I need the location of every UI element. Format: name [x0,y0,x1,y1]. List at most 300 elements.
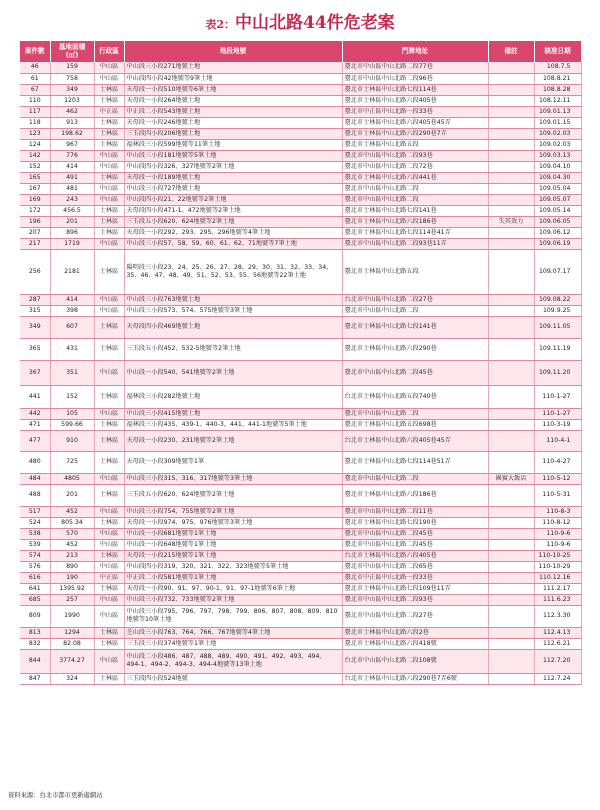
cell-date: 110-1-27 [534,408,581,419]
cell-address: 台北市士林區中山北路六段405巷 [342,550,488,561]
cell-area: 599.66 [50,419,94,430]
cell-no: 847 [20,673,50,684]
cell-note [488,539,534,550]
cell-no: 142 [20,150,50,161]
cell-note [488,517,534,528]
cell-parcel: 天母段一小段292、293、295、296地號等4筆土地 [124,227,342,238]
cell-note [488,139,534,150]
cell-district: 中山區 [94,649,124,673]
cell-no: 538 [20,528,50,539]
table-row [20,161,581,172]
cell-area: 890 [50,561,94,572]
table-row [20,539,581,550]
cell-address: 臺北市中山區中山北路二段 [342,473,488,484]
cell-district: 中山區 [94,194,124,205]
cell-district: 士林區 [94,638,124,649]
cell-no: 117 [20,106,50,117]
cell-address: 臺北市士林區中山北路七段141巷 [342,205,488,216]
cell-district: 士林區 [94,205,124,216]
cell-district: 中山區 [94,605,124,627]
cell-district: 士林區 [94,583,124,594]
cell-no: 488 [20,484,50,506]
cell-note [488,594,534,605]
table-row [20,561,581,572]
cell-note [488,305,534,316]
cell-address: 臺北市士林區中山北路六段290巷7弄 [342,128,488,139]
cell-parcel: 天母段一小段974、975、976地號等3筆土地 [124,517,342,528]
cell-note [488,583,534,594]
cell-note [488,238,534,249]
cell-note [488,408,534,419]
cell-date: 109.04.10 [534,161,581,172]
cell-parcel: 芝山段三小段763、764、766、767地號等4筆土地 [124,627,342,638]
cell-address: 臺北市士林區中山北路六段441巷 [342,172,488,183]
cell-area: 3774.27 [50,649,94,673]
cell-address: 臺北市士林區中山北路六段186巷 [342,484,488,506]
cell-address: 台北市士林區中山北路五段740巷 [342,385,488,408]
cell-no: 315 [20,305,50,316]
cell-address: 臺北市中山區中山北路二段 [342,305,488,316]
cell-address: 台北市中山區中山北路二段27巷 [342,294,488,305]
cell-district: 士林區 [94,117,124,128]
cell-area: 967 [50,139,94,150]
cell-parcel: 天母段一小段246地號土地 [124,117,342,128]
cell-date: 109.06.05 [534,216,581,227]
cell-parcel: 中山段一小段648地號等1筆土地 [124,539,342,550]
cell-address: 臺北市中山區中山北路二段93巷 [342,150,488,161]
table-row [20,360,581,385]
cell-date: 108.8.21 [534,73,581,84]
cell-date: 112.7.24 [534,673,581,684]
cell-area: 481 [50,183,94,194]
header-site-area: 基地面積 (㎡) [50,41,94,62]
table-title [0,10,600,38]
cell-address: 台北市士林區中山北路六段405巷45弄 [342,430,488,451]
cell-parcel: 天母段一小段264地號土地 [124,95,342,106]
cell-date: 108.12.11 [534,95,581,106]
table-row [20,451,581,473]
cell-district: 士林區 [94,249,124,294]
cell-district: 中山區 [94,161,124,172]
cell-area: 82.08 [50,638,94,649]
cell-area: 398 [50,305,94,316]
header-district: 行政區 [94,41,124,62]
table-row [20,638,581,649]
cell-no: 167 [20,183,50,194]
table-row [20,227,581,238]
cell-address: 台北市士林區中山北路六段290巷7弄6號 [342,673,488,684]
cell-address: 臺北市士林區中山北路七段114巷51弄 [342,451,488,473]
cell-parcel: 陽明段三小段23、24、25、26、27、28、29、30、31、32、33、34、35、46、47、48、49、51、52、53、55、56地號等22筆土地 [124,249,342,294]
table-row [20,484,581,506]
cell-district: 中山區 [94,408,124,419]
cell-no: 349 [20,316,50,338]
cell-note [488,227,534,238]
table-row [20,183,581,194]
cell-area: 491 [50,172,94,183]
cell-date: 109.02.03 [534,128,581,139]
table-row [20,627,581,638]
cell-no: 809 [20,605,50,627]
cell-note [488,62,534,73]
cell-date: 109.11.19 [534,338,581,360]
cell-no: 196 [20,216,50,227]
cell-note [488,627,534,638]
cell-area: 257 [50,594,94,605]
table-row [20,294,581,305]
cell-district: 士林區 [94,430,124,451]
cell-area: 349 [50,84,94,95]
cell-parcel: 天母段一小段309地號等1筆 [124,451,342,473]
cell-date: 110-8-3 [534,506,581,517]
cell-address: 臺北市中山區中山北路二段45巷 [342,528,488,539]
cell-no: 118 [20,117,50,128]
cell-area: 452 [50,539,94,550]
cell-no: 287 [20,294,50,305]
cell-area: 456.5 [50,205,94,216]
cell-date: 108.7.5 [534,62,581,73]
cell-parcel: 三玉段四小段524地號 [124,673,342,684]
cell-parcel: 中山段三小段573、574、575地號等3筆土地 [124,305,342,316]
cell-address: 臺北市士林區中山北路六段405巷 [342,95,488,106]
cell-no: 124 [20,139,50,150]
table-row [20,238,581,249]
cell-address: 臺北市士林區中山北路五段 [342,139,488,150]
cell-area: 198.62 [50,128,94,139]
cell-note: 失其效力 [488,216,534,227]
cell-address: 臺北市士林區中山北路六段418號 [342,638,488,649]
cell-no: 441 [20,385,50,408]
cell-note [488,117,534,128]
cell-address: 臺北市中山區中山北路二段 [342,408,488,419]
cell-note [488,150,534,161]
cell-district: 中正區 [94,572,124,583]
table-row [20,150,581,161]
cell-parcel: 三玉段五小段620、624地號等2筆土地 [124,216,342,227]
cell-no: 517 [20,506,50,517]
cell-note [488,205,534,216]
cell-area: 607 [50,316,94,338]
table-row [20,419,581,430]
cell-address: 臺北市中山區中山北路二段11巷 [342,506,488,517]
cell-district: 士林區 [94,451,124,473]
cell-date: 109.11.05 [534,316,581,338]
cell-note [488,172,534,183]
title-prefix: 表2： [205,18,235,31]
cell-address: 臺北市士林區中山北路七段114巷 [342,84,488,95]
cell-note [488,572,534,583]
cell-district: 中山區 [94,73,124,84]
cell-district: 士林區 [94,172,124,183]
cell-date: 109.03.13 [534,150,581,161]
cell-district: 士林區 [94,627,124,638]
cell-note [488,316,534,338]
cell-date: 110-9-6 [534,528,581,539]
cell-note [488,128,534,139]
cell-area: 324 [50,673,94,684]
header-approval-date: 核准日期 [534,41,581,62]
cell-parcel: 天母段一小段510地號等6筆土地 [124,84,342,95]
cell-address: 臺北市士林區中山北路六段405巷45弄 [342,117,488,128]
cell-district: 中正區 [94,106,124,117]
cell-parcel: 中山段一小段681地號等1筆土地 [124,528,342,539]
table-row [20,673,581,684]
cell-district: 中山區 [94,294,124,305]
cell-address: 臺北市士林區中山北路七段141巷 [342,316,488,338]
cell-no: 576 [20,561,50,572]
cell-date: 109.9.25 [534,305,581,316]
cell-date: 109.07.17 [534,249,581,294]
cell-address: 臺北市士林區中山北路六段186巷 [342,216,488,227]
cell-district: 中山區 [94,473,124,484]
cell-district: 士林區 [94,484,124,506]
cell-date: 112.4.13 [534,627,581,638]
cell-address: 臺北市士林區中山北路七段114巷41弄 [342,227,488,238]
cell-parcel: 中山段四小段21、22地號等2筆土地 [124,194,342,205]
cell-area: 1294 [50,627,94,638]
cell-note [488,550,534,561]
cell-no: 61 [20,73,50,84]
cell-parcel: 中山段三小段271地號土地 [124,62,342,73]
cell-date: 112.7.20 [534,649,581,673]
cell-no: 641 [20,583,50,594]
table-row [20,216,581,227]
cell-parcel: 三玉段四小段206地號土地 [124,128,342,139]
cell-area: 201 [50,216,94,227]
cell-district: 士林區 [94,517,124,528]
header-parcel: 地段地號 [124,41,342,62]
cell-date: 110-10-25 [534,550,581,561]
cell-parcel: 天母段一小段230、231地號等2筆土地 [124,430,342,451]
table-row [20,84,581,95]
cell-area: 1719 [50,238,94,249]
cell-area: 896 [50,227,94,238]
cell-area: 243 [50,194,94,205]
cell-area: 105 [50,408,94,419]
cell-note [488,84,534,95]
cell-district: 士林區 [94,385,124,408]
cell-date: 109.01.15 [534,117,581,128]
cell-no: 207 [20,227,50,238]
cell-parcel: 中山段三小段795、796、797、798、799、806、807、808、809、810地號等10筆土地 [124,605,342,627]
cell-area: 2181 [50,249,94,294]
cell-address: 臺北市中山區中山北路二段77巷 [342,62,488,73]
cell-parcel: 三玉段三小段374地號等1筆土地 [124,638,342,649]
cell-note [488,638,534,649]
cell-no: 110 [20,95,50,106]
cell-note [488,430,534,451]
cell-date: 110-5-31 [534,484,581,506]
cell-district: 士林區 [94,338,124,360]
cell-district: 中山區 [94,62,124,73]
cell-area: 1203 [50,95,94,106]
cell-note [488,73,534,84]
cell-date: 109.08.22 [534,294,581,305]
table-row [20,605,581,627]
cell-date: 112.3.30 [534,605,581,627]
cell-address: 臺北市中山區中山北路二段72巷 [342,161,488,172]
cell-date: 112.6.21 [534,638,581,649]
cases-table [20,41,581,685]
cell-note [488,95,534,106]
table-row [20,205,581,216]
cell-area: 910 [50,430,94,451]
cell-date: 110-8-12 [534,517,581,528]
cell-district: 中山區 [94,506,124,517]
cell-note [488,183,534,194]
cell-parcel: 中山段三小段415地號土地 [124,408,342,419]
cell-note [488,605,534,627]
cell-parcel: 福林段三小段282地號土地 [124,385,342,408]
cell-address: 臺北市士林區中山北路五段 [342,249,488,294]
cell-no: 365 [20,338,50,360]
cell-district: 士林區 [94,216,124,227]
cell-district: 士林區 [94,419,124,430]
table-row [20,430,581,451]
cell-date: 110-9-6 [534,539,581,550]
cell-area: 414 [50,161,94,172]
cell-parcel: 中山段三小段57、58、59、60、61、62、71地號等7筆土地 [124,238,342,249]
cell-area: 159 [50,62,94,73]
cell-no: 524 [20,517,50,528]
cell-note [488,673,534,684]
cell-note [488,561,534,572]
cell-no: 367 [20,360,50,385]
cell-parcel: 中山段四小段326、327地號等2筆土地 [124,161,342,172]
cell-address: 臺北市士林區中山北路七段109巷11弄 [342,583,488,594]
table-row [20,117,581,128]
source-note: 資料來源：台北市都市更新處網站 [8,792,103,799]
table-row [20,517,581,528]
title-main: 中山北路44件危老案 [234,13,395,33]
cell-date: 110-1-27 [534,385,581,408]
cell-parcel: 中正段二小段543地號土地 [124,106,342,117]
cell-address: 臺北市中山區中山北路二段93巷 [342,594,488,605]
cell-district: 中山區 [94,305,124,316]
cell-date: 109.05.14 [534,205,581,216]
cell-parcel: 中山段四小段319、320、321、322、323地號等5筆土地 [124,561,342,572]
cell-area: 725 [50,451,94,473]
cell-date: 111.2.17 [534,583,581,594]
cell-date: 110-3-19 [534,419,581,430]
cell-area: 1990 [50,605,94,627]
cell-parcel: 福林段三小段599地號等11筆土地 [124,139,342,150]
cell-note [488,249,534,294]
cell-address: 臺北市中山區中山北路二段45巷 [342,360,488,385]
cell-note [488,528,534,539]
cell-no: 616 [20,572,50,583]
cell-parcel: 中山段一小段540、541地號等2筆土地 [124,360,342,385]
table-row [20,408,581,419]
cell-area: 351 [50,360,94,385]
cell-no: 832 [20,638,50,649]
cell-area: 758 [50,73,94,84]
cell-no: 123 [20,128,50,139]
cell-address: 臺北市士林區中山北路七段190巷 [342,517,488,528]
cell-area: 190 [50,572,94,583]
cell-area: 776 [50,150,94,161]
cell-note [488,649,534,673]
cell-area: 152 [50,385,94,408]
cell-district: 中山區 [94,594,124,605]
cell-address: 臺北市中正區中山北路一段33巷 [342,572,488,583]
table-row [20,473,581,484]
cell-district: 士林區 [94,227,124,238]
cell-district: 中山區 [94,183,124,194]
cell-address: 臺北市中山區中山北路二段 [342,194,488,205]
table-row [20,316,581,338]
cell-area: 213 [50,550,94,561]
cell-parcel: 中正段二小段581地號等1筆土地 [124,572,342,583]
table-row [20,649,581,673]
cell-district: 士林區 [94,84,124,95]
cell-district: 中山區 [94,150,124,161]
cell-parcel: 天母段一小段189地號土地 [124,172,342,183]
cell-area: 913 [50,117,94,128]
cell-no: 46 [20,62,50,73]
cell-note [488,506,534,517]
cell-address: 臺北市中山區中山北路二段96巷 [342,73,488,84]
cell-district: 士林區 [94,139,124,150]
cell-address: 臺北市中山區中山北路二段65巷 [342,561,488,572]
cell-parcel: 三玉段五小段620、624地號等2筆土地 [124,484,342,506]
table-row [20,194,581,205]
cell-date: 109.01.13 [534,106,581,117]
cell-parcel: 天母段四小段471-1、472地號等2筆土地 [124,205,342,216]
cell-district: 中山區 [94,561,124,572]
table-body [20,62,581,684]
table-row [20,572,581,583]
table-row [20,172,581,183]
cell-district: 士林區 [94,316,124,338]
cell-parcel: 中山段三小段732、733地號等2筆土地 [124,594,342,605]
cell-address: 臺北市中山區中山北路二段45巷 [342,539,488,550]
table-row [20,305,581,316]
cell-date: 109.02.03 [534,139,581,150]
cell-note [488,385,534,408]
cell-note [488,338,534,360]
cell-district: 中山區 [94,238,124,249]
cell-parcel: 中山段二小段486、487、488、489、490、491、492、493、494、494-1、494-2、494-3、494-4地號等13筆土地 [124,649,342,673]
cell-date: 110-4-1 [534,430,581,451]
cell-district: 中山區 [94,528,124,539]
header-address: 門牌地址 [342,41,488,62]
cell-district: 士林區 [94,550,124,561]
table-row [20,249,581,294]
cell-parcel: 福林段三小段435、439-1、440-3、441、441-1地號等5筆土地 [124,419,342,430]
cell-district: 中山區 [94,539,124,550]
cell-parcel: 中山段三小段181地號等5筆土地 [124,150,342,161]
cell-date: 110-10-29 [534,561,581,572]
table-row [20,95,581,106]
table-row [20,583,581,594]
table-row [20,338,581,360]
table-row [20,73,581,84]
cell-address: 臺北市士林區中山北路六段290巷 [342,338,488,360]
cell-date: 109.05.07 [534,194,581,205]
cell-no: 574 [20,550,50,561]
table-row [20,128,581,139]
table-row [20,528,581,539]
table-row [20,62,581,73]
cell-no: 471 [20,419,50,430]
cell-note [488,194,534,205]
cell-note [488,484,534,506]
cell-address: 臺北市士林區中山北路六段2巷 [342,627,488,638]
cell-area: 201 [50,484,94,506]
cell-date: 110-5-12 [534,473,581,484]
cell-area: 1395.92 [50,583,94,594]
